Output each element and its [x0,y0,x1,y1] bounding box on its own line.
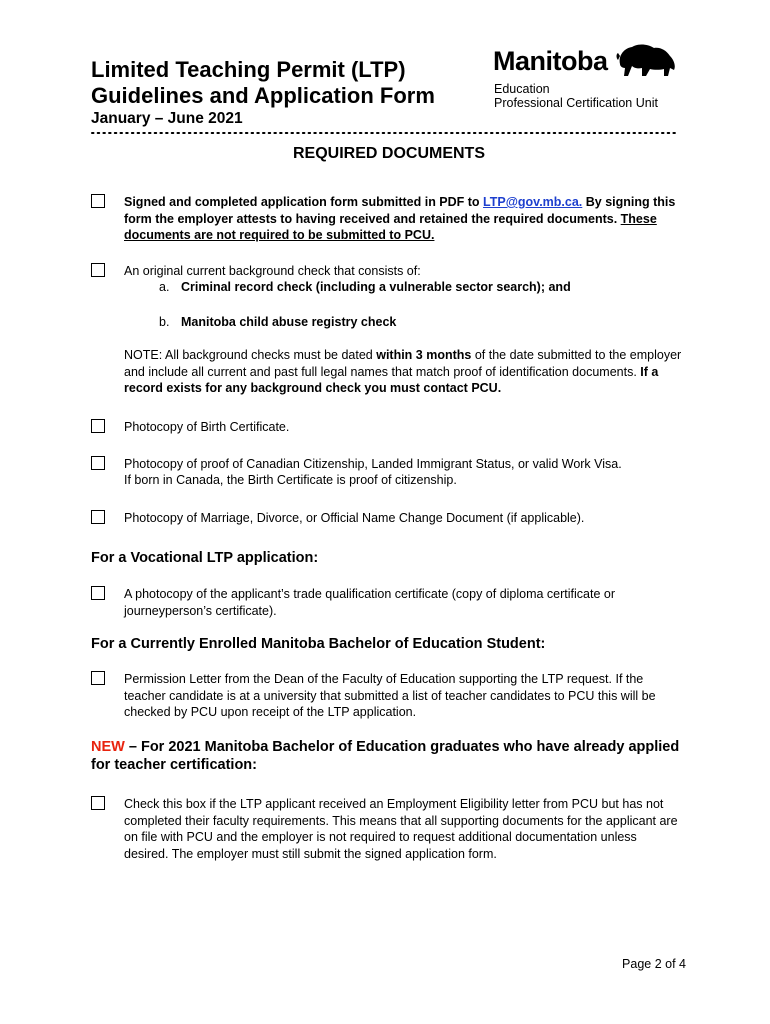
logo-education-text: Education [494,82,550,96]
signed-form-checkbox[interactable] [91,194,105,208]
page-title-line1: Limited Teaching Permit (LTP) [91,57,406,82]
logo-wordmark: Manitoba [493,46,608,76]
dotted-divider [91,128,679,138]
background-item-b-text: Manitoba child abuse registry check [181,315,397,329]
graduates-heading [91,738,691,774]
graduates-checkbox[interactable] [91,796,105,810]
bed-student-heading: For a Currently Enrolled Manitoba Bachelor of Education Student: [91,636,546,652]
note-mid: of the date submitted to the employer and include all current and past full legal names that match proof of identification documents. [124,348,682,379]
name-change-text: Photocopy of Marriage, Divorce, or Official Name Change Document (if applicable). [124,511,585,525]
graduates-heading-text: – For 2021 Manitoba Bachelor of Education graduates who have already applied for teacher certification: [91,739,680,773]
page-title-line2: Guidelines and Application Form [91,83,435,108]
logo-unit-text: Professional Certification Unit [494,96,658,110]
birth-certificate-checkbox[interactable] [91,419,105,433]
signed-form-note: These documents are not required to be submitted to PCU. [124,211,657,242]
bed-student-text: Permission Letter from the Dean of the Faculty of Education supporting the LTP request. If the teacher candidate is at a university that submitted a list of teacher candidates to PCU this will be checked by PCU upon receipt of the LTP application. [124,672,656,719]
required-documents-heading: REQUIRED DOCUMENTS [292,145,485,162]
signed-form-text [124,194,684,244]
email-link[interactable]: LTP@gov.mb.ca. [483,195,583,209]
note-pre: NOTE: All background checks must be dated [124,348,377,362]
bed-student-checkbox[interactable] [91,671,105,685]
note-bold: within 3 months [376,348,472,362]
vocational-checkbox[interactable] [91,586,105,600]
bison-icon [616,42,678,82]
note-end: If a record exists for any background check you must contact PCU. [124,364,659,395]
citizenship-checkbox[interactable] [91,456,105,470]
vocational-text: A photocopy of the applicant’s trade qualification certificate (copy of diploma certificate or journeyperson’s certificate). [124,587,616,618]
citizenship-text-line2: If born in Canada, the Birth Certificate is proof of citizenship. [124,473,457,487]
manitoba-logo [493,46,683,116]
background-check-intro: An original current background check that consists of: [124,264,421,278]
signed-form-text-pre: Signed and completed application form submitted in PDF to [124,195,484,209]
background-check-checkbox[interactable] [91,263,105,277]
vocational-heading: For a Vocational LTP application: [91,550,319,566]
background-check-note [124,347,684,397]
name-change-checkbox[interactable] [91,510,105,524]
date-range: January – June 2021 [91,110,243,127]
page-number: Page 2 of 4 [622,957,686,971]
signed-form-text-post: By signing this form the employer attests to having received and retained the required documents. [124,195,676,226]
graduates-text: Check this box if the LTP applicant received an Employment Eligibility letter from PCU but has not completed their faculty requirements. This means that all supporting documents for the applicant are on file with PCU and the employer is not required to request additional documentation unless desired. The employer must still submit the signed application form. [124,797,678,861]
background-item-b-label: b. [159,315,170,329]
citizenship-text-line1: Photocopy of proof of Canadian Citizenship, Landed Immigrant Status, or valid Work Visa. [124,457,622,471]
background-item-a-text: Criminal record check (including a vulnerable sector search); and [181,280,571,294]
new-label: NEW [91,739,125,755]
background-item-a-label: a. [159,280,170,294]
birth-certificate-text: Photocopy of Birth Certificate. [124,420,290,434]
